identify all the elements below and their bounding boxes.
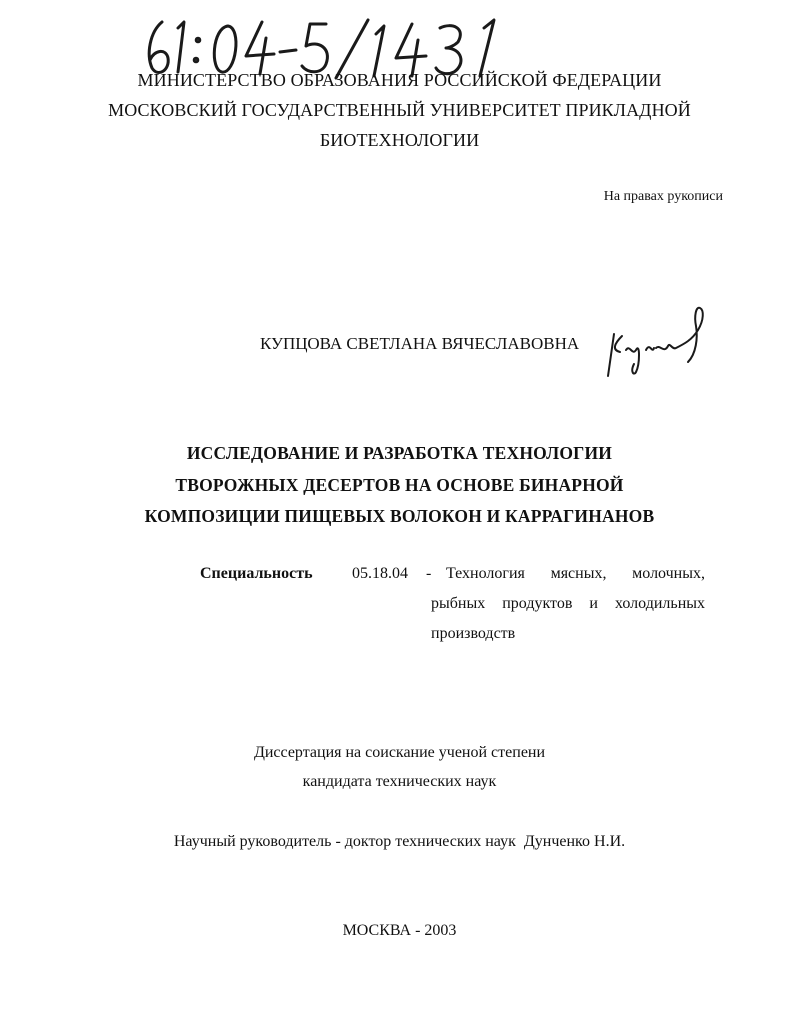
city-year: МОСКВА - 2003 xyxy=(342,922,457,939)
specialty-description-line1: Технология мясных, молочных, xyxy=(446,565,705,582)
dissertation-title-line2: ТВОРОЖНЫХ ДЕСЕРТОВ НА ОСНОВЕ БИНАРНОЙ xyxy=(175,475,624,495)
ministry-title: МИНИСТЕРСТВО ОБРАЗОВАНИЯ РОССИЙСКОЙ ФЕДЕРАЦИИ xyxy=(137,70,662,90)
degree-statement-line2: кандидата технических наук xyxy=(302,773,497,790)
dissertation-title-line1: ИССЛЕДОВАНИЕ И РАЗРАБОТКА ТЕХНОЛОГИИ xyxy=(186,443,613,463)
specialty-description-line2: рыбных продуктов и холодильных xyxy=(431,595,705,612)
dissertation-title-line3: КОМПОЗИЦИИ ПИЩЕВЫХ ВОЛОКОН И КАРРАГИНАНОВ xyxy=(144,506,655,526)
specialty-dash: - xyxy=(426,565,432,582)
author-signature xyxy=(600,306,720,386)
specialty-label: Специальность xyxy=(200,565,313,582)
specialty-description-line3: производств xyxy=(431,625,516,642)
supervisor-line: Научный руководитель - доктор технических наук Дунченко Н.И. xyxy=(173,833,626,850)
specialty-code: 05.18.04 xyxy=(352,565,408,582)
author-name: КУПЦОВА СВЕТЛАНА ВЯЧЕСЛАВОВНА xyxy=(260,334,580,353)
degree-statement-line1: Диссертация на соискание ученой степени xyxy=(253,744,546,761)
university-name-line2: БИОТЕХНОЛОГИИ xyxy=(319,130,480,150)
rights-note: На правах рукописи xyxy=(603,189,723,204)
university-name-line1: МОСКОВСКИЙ ГОСУДАРСТВЕННЫЙ УНИВЕРСИТЕТ ПРИКЛАДНОЙ xyxy=(108,100,691,120)
